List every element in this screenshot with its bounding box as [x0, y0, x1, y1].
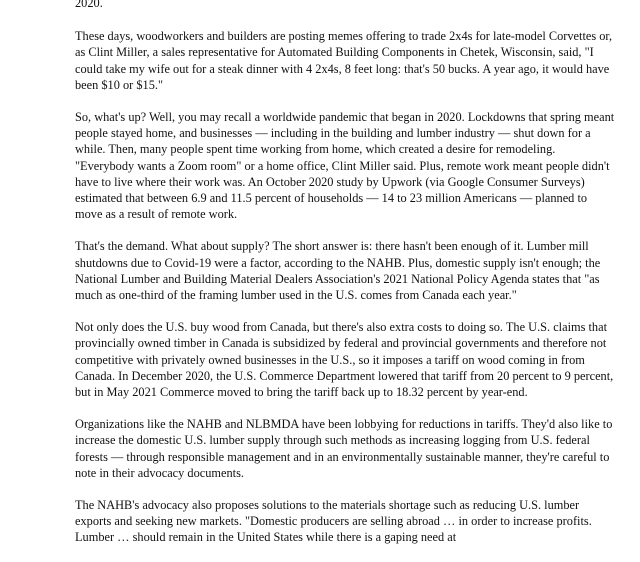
paragraph-advocacy: The NAHB's advocacy also proposes solutions to the materials shortage such as reducing U.S. lumber exports and seeking new markets. "Domestic producers are selling abroad … in order to increase profits. Lumber … should remain in the United States while there is a gaping need at — [75, 498, 592, 545]
paragraph-year-fragment: 2020. — [75, 0, 103, 10]
paragraph-pandemic: So, what's up? Well, you may recall a worldwide pandemic that began in 2020. Lockdowns that spring meant people stayed home, and businesses — including in the building and lumber industry — shut down for a while. Then, many people spent time working from home, which created a desire for remodeling. "Everybody wants a Zoom room" or a home office, Clint Miller said. Plus, remote work meant people didn't have to live where their work was. An October 2020 study by Upwork (via Google Consumer Surveys) estimated that between 6.9 and 11.5 percent of households — 14 to 23 million Americans — planned to move as a result of remote work. — [75, 110, 615, 222]
document-page — [75, 0, 615, 562]
paragraph-supply: That's the demand. What about supply? The short answer is: there hasn't been enough of it. Lumber mill shutdowns due to Covid-19 were a factor, according to the NAHB. Plus, domestic supply isn't enough; the National Lumber and Building Material Dealers Association's 2021 National Policy Agenda states that "as much as one-third of the framing lumber used in the U.S. comes from Canada each year." — [75, 239, 601, 303]
paragraph-tariff: Not only does the U.S. buy wood from Canada, but there's also extra costs to doing so. The U.S. claims that provincially owned timber in Canada is subsidized by federal and provincial governments and therefore not competitive with privately owned businesses in the U.S., so it imposes a tariff on wood coming in from Canada. In December 2020, the U.S. Commerce Department lowered that tariff from 20 percent to 9 percent, but in May 2021 Commerce moved to bring the tariff back up to 18.32 percent by year-end. — [75, 320, 614, 400]
paragraph-corvettes: These days, woodworkers and builders are posting memes offering to trade 2x4s for late-model Corvettes or, as Clint Miller, a sales representative for Automated Building Components in Chetek, Wisconsin, said, "I could take my wife out for a steak dinner with 4 2x4s, 8 feet long: that's 50 bucks. A year ago, it would have been $10 or $15." — [75, 29, 613, 92]
paragraph-lobbying: Organizations like the NAHB and NLBMDA have been lobbying for reductions in tariffs. They'd also like to increase the domestic U.S. lumber supply through such methods as increasing logging from U.S. federal forests — through responsible management and in an environmentally sustainable manner, they're careful to note in their advocacy documents. — [75, 417, 613, 480]
